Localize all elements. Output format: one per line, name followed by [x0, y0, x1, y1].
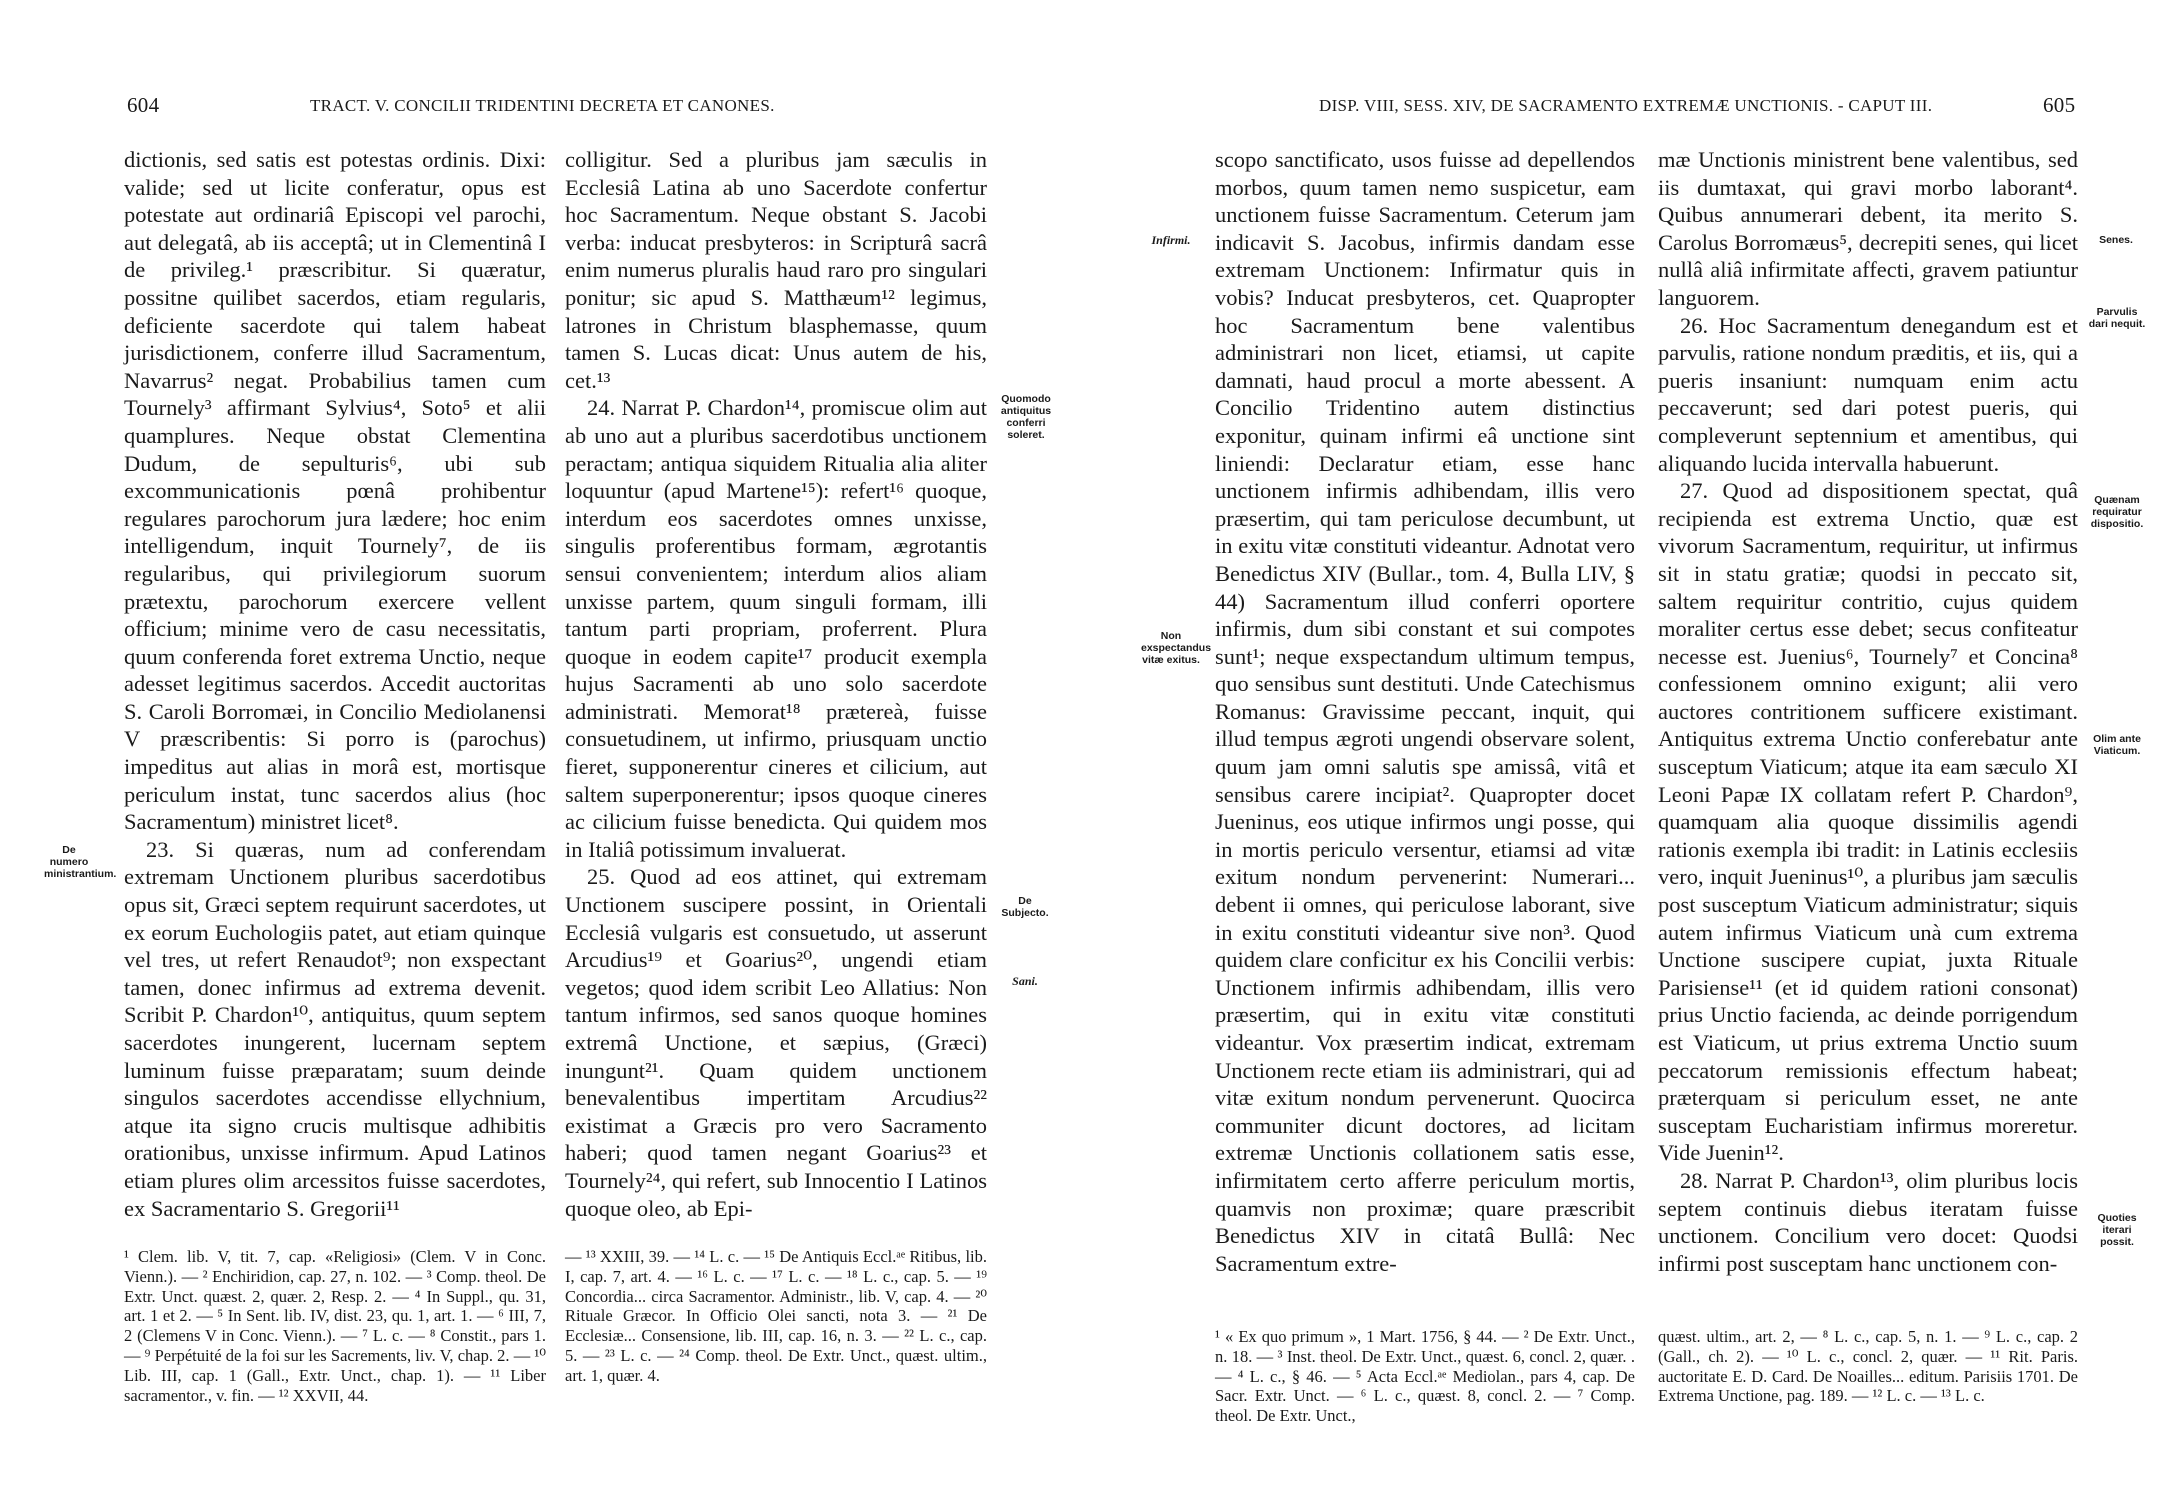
footnotes: — ¹³ XXIII, 39. — ¹⁴ L. c. — ¹⁵ De Antiquis Eccl.ᵃᵉ Ritibus, lib. I, cap. 7, art. 4. — ¹⁶ L. c. — ¹⁷ L. c. — ¹⁸ L. c., cap. 5. — ¹⁹ Concordia... circa Sacramentor. Administr., lib. V, cap. 4. — ²⁰ Rituale Græcor. In Officio Olei sancti, nota 3. — ²¹ De Ecclesiæ... Consensione, lib. III, cap. 16, n. 3. — ²² L. c., cap. 5. — ²³ L. c. — ²⁴ Comp. theol. De Extr. Unct., quæst. ultim., art. 1, quær. 4. [565, 1247, 987, 1385]
paragraph: 27. Quod ad dispositionem spectat, quâ recipienda est extrema Unctio, quæ est vivorum Sacramentum, requiritur, ut infirmus sit in statu gratiæ; quodsi in peccato sit, saltem requiritur contritio, cujus quidem moraliter certus esse debet; secus confiteatur necesse est. Juenius⁶, Tournely⁷ et Concina⁸ confessionem omnino exigunt; alii vero auctores contritionem sufficere existimant. Antiquitus extrema Unctio conferebatur ante susceptum Viaticum; atque ita eam sæculo XI Leoni Papæ IX collatam refert P. Chardon⁹, quamquam alia quoque dissimilis agendi rationis exempla ibi tradit: in Latinis ecclesiis vero, inquit Jueninus¹⁰, a pluribus jam sæculis post susceptum Viaticum administratur; siquis autem infirmus Viaticum unà cum extrema Unctione suscipere cupiat, juxta Rituale Parisiense¹¹ (et id quidem rationi consonat) prius Unctio facienda, ac deinde porrigendum est Viaticum, ut prius extrema Unctio suum peccatorum remissionis effectum habeat; præterquam si periculum esset, ne ante susceptam Eucharistiam infirmus moreretur. Vide Juenin¹². [1658, 478, 2078, 1166]
paragraph: scopo sanctificato, usos fuisse ad depellendos morbos, quum tamen nemo suspicetur, eam unctionem fuisse Sacramentum. Ceterum jam indicavit S. Jacobus, infirmis dandam esse extremam Unctionem: Infirmatur quis in vobis? Inducat presbyteros, cet. Quapropter hoc Sacramentum bene valentibus administrari non licet, etiamsi, ut capite damnati, haud procul a morte abessent. A Concilio Tridentino autem distinctius exponitur, quinam infirmi eâ unctione sint liniendi: Declaratur etiam, esse hanc unctionem infirmis adhibendam, illis vero præsertim, qui tam periculose decumbunt, ut in exitu vitæ constituti videantur. Adnotat vero Benedictus XIV (Bullar., tom. 4, Bulla LIV, § 44) Sacramentum illud conferri oportere infirmis, dum sibi constant et sui compotes sunt¹; neque exspectandum ultimum tempus, quo sensibus sunt destituti. Unde Catechismus Romanus: Gravissime peccant, inquit, qui illud tempus ægroti ungendi observare solent, quum jam omni salutis spe amissâ, vitâ et sensibus carere incipiat². Quapropter docet Jueninus, eos utique infirmos ungi posse, qui in mortis periculo versentur, etiamsi ad vitæ exitum nondum pervenerint: Numerari... debent ii omnes, qui periculose laborant, sive in exitu constituti videantur sive non³. Quod quidem clare conficitur ex his Concilii verbis: Unctionem infirmis adhibendam, illis vero præsertim, qui in exitu vitæ constituti videantur. Vox præsertim indicat, extremam Unctionem recte etiam iis administrari, qui ad vitæ exitum nondum pervenerunt. Quocirca communiter dicunt doctores, ad licitam extremæ Unctionis collationem satis esse, infirmitatem certo afferre periculum mortis, quamvis non proximæ; quare præscribit Benedictus XIV in citatâ Bullâ: Nec Sacramentum extre- [1215, 147, 1635, 1276]
right-column-2 [1658, 146, 2078, 1277]
margin-note: Parvulis dari nequit. [2088, 306, 2146, 330]
right-column-1 [1215, 146, 1635, 1277]
margin-note: Quoties iterari possit. [2097, 1212, 2137, 1248]
page-number: 604 [127, 93, 160, 117]
running-head: TRACT. V. CONCILII TRIDENTINI DECRETA ET CANONES. [310, 96, 775, 115]
paragraph: colligitur. Sed a pluribus jam sæculis in Ecclesiâ Latina ab uno Sacerdote confertur hoc Sacramentum. Neque obstant S. Jacobi verba: inducat presbyteros: in Scripturâ sacrâ enim numerus pluralis haud raro pro singulari ponitur; sic apud S. Matthæum¹² legimus, latrones in Christum blasphemasse, quum tamen S. Lucas dicat: Unus autem de his, cet.¹³ [565, 147, 987, 393]
paragraph: dictionis, sed satis est potestas ordinis. Dixi: valide; sed ut licite conferatur, opus est potestate aut ordinariâ Episcopi vel parochi, aut delegatâ, ab iis acceptâ; ut in Clementinâ I de privileg.¹ præscribitur. Si quæratur, possitne quilibet sacerdos, etiam regularis, deficiente sacerdote qui talem habeat jurisdictionem, conferre illud Sacramentum, Navarrus² negat. Probabilius tamen cum Tournely³ affirmant Sylvius⁴, Soto⁵ et alii quamplures. Neque obstat Clementina Dudum, de sepulturis⁶, ubi sub excommunicationis pœnâ prohibentur regulares parochorum jura lædere; hoc enim intelligendum, inquit Tournely⁷, de iis regularibus, qui privilegiorum suorum prætextu, parochorum exercere vellent officium; minime vero de casu necessitatis, quum conferenda foret extrema Unctio, neque adesset legitimus sacerdos. Accedit auctoritas S. Caroli Borromæi, in Concilio Mediolanensi V præscribentis: Si porro is (parochus) impeditus aut alias in morâ est, mortisque periculum instat, tunc sacerdos alius (hoc Sacramentum) ministret licet⁸. [124, 147, 546, 835]
paragraph: mæ Unctionis ministrent bene valentibus, sed iis dumtaxat, qui gravi morbo laborant⁴. Quibus annumerari debent, ita merito S. Carolus Borromæus⁵, decrepiti senes, qui licet nullâ aliâ infirmitate affecti, gravem patiuntur languorem. [1658, 147, 2078, 310]
margin-note: Quænam requiratur dispositio. [2090, 494, 2144, 530]
margin-note: De numero ministrantium. [44, 844, 117, 880]
margin-note: Quomodo antiquitus conferri soleret. [1000, 393, 1052, 441]
margin-note: Infirmi. [1151, 233, 1191, 247]
footnotes: ¹ Clem. lib. V, tit. 7, cap. «Religiosi» (Clem. V in Conc. Vienn.). — ² Enchiridion, cap. 27, n. 102. — ³ Comp. theol. De Extr. Unct. quæst. 2, quær. 2, Resp. 2. — ⁴ In Suppl., qu. 31, art. 1 et 2. — ⁵ In Sent. lib. IV, dist. 23, qu. 1, art. 1. — ⁶ III, 7, 2 (Clemens V in Conc. Vienn.). — ⁷ L. c. — ⁸ Constit., pars 1. — ⁹ Perpétuité de la foi sur les Sacrements, liv. V, chap. 2. — ¹⁰ Lib. III, cap. 1 (Gall., Extr. Unct., chap. 1). — ¹¹ Liber sacramentor., v. fin. — ¹² XXVII, 44. [124, 1247, 546, 1405]
margin-note: Olim ante Viaticum. [2093, 733, 2141, 757]
left-column-2 [565, 146, 987, 1222]
running-head: DISP. VIII, SESS. XIV, DE SACRAMENTO EXTREMÆ UNCTIONIS. - CAPUT III. [1319, 96, 1933, 115]
margin-note: Sani. [1012, 974, 1038, 988]
margin-note: Senes. [2099, 234, 2133, 246]
paragraph: 23. Si quæras, num ad conferendam extremam Unctionem pluribus sacerdotibus opus sit, Græci septem requirunt sacerdotes, ut ex eorum Euchologiis patet, aut etiam quinque vel tres, ut refert Renaudot⁹; non exspectant tamen, donec infirmus ad extrema devenit. Scribit P. Chardon¹⁰, antiquitus, quum septem sacerdotes inungerent, lucernam septem luminum fuisse præparatam; suum deinde singulos sacerdotes accendisse ellychnium, atque ita signo crucis multisque adhibitis orationibus, unxisse infirmum. Apud Latinos etiam plures olim arcessitos fuisse sacerdotes, ex Sacramentario S. Gregorii¹¹ [124, 836, 546, 1221]
left-column-1 [124, 146, 546, 1222]
paragraph: 26. Hoc Sacramentum denegandum est et parvulis, ratione nondum præditis, et iis, qui a pueris insaniunt: numquam enim actu peccaverunt; sed dari potest pueris, qui compleverunt septennium et amentibus, qui aliquando lucida intervalla habuerunt. [1658, 312, 2078, 476]
footnotes: quæst. ultim., art. 2, — ⁸ L. c., cap. 5, n. 1. — ⁹ L. c., cap. 2 (Gall., ch. 2). — ¹⁰ L. c., concl. 2, quær. — ¹¹ Rit. Paris. auctoritate E. D. Card. De Noailles... editum. Parisiis 1701. De Extrema Unctione, pag. 189. — ¹² L. c. — ¹³ L. c. [1658, 1327, 2078, 1406]
margin-note: De Subjecto. [1001, 895, 1049, 919]
paragraph: 25. Quod ad eos attinet, qui extremam Unctionem suscipere possint, in Orientali Ecclesiâ vulgaris est consuetudo, ut asserunt Arcudius¹⁹ et Goarius²⁰, ungendi etiam vegetos; quod idem scribit Leo Allatius: Non tantum infirmos, sed sanos quoque homines extremâ Unctione, et sæpius, (Græci) inungunt²¹. Quam quidem unctionem benevalentibus impertitam Arcudius²² existimat a Græcis pro vero Sacramento haberi; quod tamen negant Goarius²³ et Tournely²⁴, qui refert, sub Innocentio I Latinos quoque oleo, ab Epi- [565, 864, 987, 1221]
margin-note: Non exspectandus vitæ exitus. [1141, 630, 1212, 666]
page-number: 605 [2043, 93, 2076, 117]
footnotes: ¹ « Ex quo primum », 1 Mart. 1756, § 44. — ² De Extr. Unct., n. 18. — ³ Inst. theol. De Extr. Unct., quæst. 6, concl. 2, quær. . — ⁴ L. c., § 46. — ⁵ Acta Eccl.ᵃᵉ Mediolan., pars 4, cap. De Sacr. Extr. Unct. — ⁶ L. c., quæst. 8, concl. 2. — ⁷ Comp. theol. De Extr. Unct., [1215, 1327, 1635, 1426]
right-page [1091, 0, 2182, 1500]
paragraph: 24. Narrat P. Chardon¹⁴, promiscue olim aut ab uno aut a pluribus sacerdotibus unctionem peractam; antiqua siquidem Ritualia alia aliter loquuntur (apud Martene¹⁵): refert¹⁶ quoque, interdum eos sacerdotes omnes unxisse, singulis proferentibus formam, ægrotantis sensui convenientem; interdum alios aliam unxisse partem, quum singuli formam, illi tantum parti propriam, proferrent. Plura quoque in eodem capite¹⁷ producit exempla hujus Sacramenti ab uno solo sacerdote administrati. Memorat¹⁸ prætereà, fuisse consuetudinem, ut infirmo, priusquam unctio fieret, supponerentur cineres et cilicium, aut saltem superponerentur; ipsos quoque cineres ac cilicium fuisse benedicta. Qui quidem mos in Italiâ potissimum invaluerat. [565, 395, 987, 862]
paragraph: 28. Narrat P. Chardon¹³, olim pluribus locis septem continuis diebus iteratam fuisse unctionem. Concilium vero docet: Quodsi infirmi post susceptam hanc unctionem con- [1658, 1167, 2078, 1276]
